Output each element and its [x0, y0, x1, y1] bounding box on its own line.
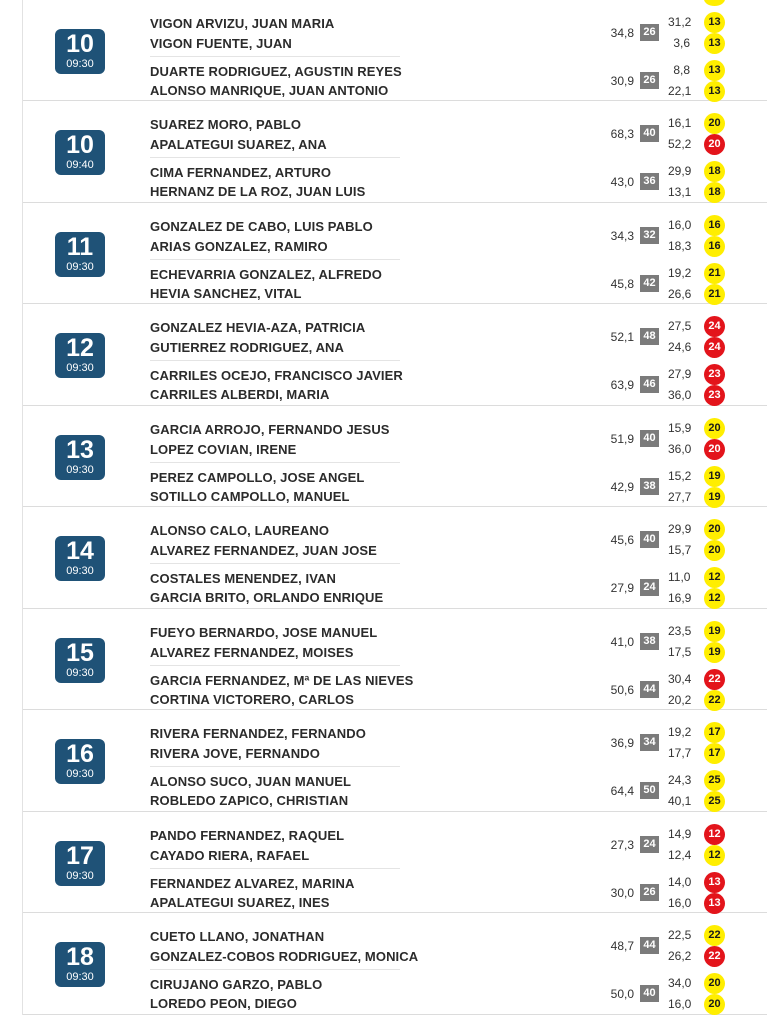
team-block	[150, 562, 400, 611]
handicap-badge: 25	[704, 791, 725, 812]
team-handicap-box: 38	[640, 633, 659, 650]
handicap-badge: 20	[704, 439, 725, 460]
team-score: 45,6	[610, 533, 634, 547]
tee-time-row[interactable]	[23, 609, 767, 711]
team-score: 52,1	[610, 330, 634, 344]
player-name[interactable]: ECHEVARRIA GONZALEZ, ALFREDO	[150, 266, 382, 282]
player-name[interactable]: GARCIA ARROJO, FERNANDO JESUS	[150, 421, 390, 437]
player-name[interactable]: SUAREZ MORO, PABLO	[150, 117, 302, 132]
team-score: 50,6	[610, 682, 634, 697]
handicap-badge: 23	[704, 364, 725, 385]
tee-time: 09:30	[66, 362, 94, 374]
hole-number: 12	[66, 334, 94, 362]
tee-time: 09:30	[66, 768, 94, 780]
player-name[interactable]: GONZALEZ-COBOS RODRIGUEZ, MONICA	[150, 949, 419, 964]
player-name[interactable]: PANDO FERNANDEZ, RAQUEL	[150, 827, 345, 843]
team-handicap-box: 50	[640, 782, 659, 799]
team-block	[150, 210, 400, 260]
team-block	[150, 819, 400, 869]
team-score: 64,4	[610, 784, 634, 798]
tee-time: 09:30	[66, 971, 94, 983]
team-score: 42,9	[610, 479, 634, 494]
player-score: 27,7	[668, 489, 692, 504]
team-block	[150, 108, 400, 158]
team-handicap-box: 24	[640, 579, 659, 596]
player-score: 31,2	[668, 14, 692, 29]
team-handicap-box: 44	[640, 681, 659, 698]
player-name[interactable]: CARRILES ALBERDI, MARIA	[150, 387, 330, 402]
player-name[interactable]: ARIAS GONZALEZ, RAMIRO	[150, 238, 328, 254]
handicap-badge: 12	[704, 824, 725, 845]
player-name[interactable]: CIRUJANO GARZO, PABLO	[150, 977, 323, 992]
player-score: 15,9	[668, 420, 692, 435]
player-score: 36,0	[668, 441, 692, 456]
hole-number: 14	[66, 537, 94, 565]
handicap-badge: 20	[704, 113, 725, 134]
tee-time-row[interactable]	[23, 812, 767, 914]
player-score: 16,0	[668, 217, 692, 232]
team-block	[150, 55, 400, 104]
player-score: 17,5	[668, 644, 692, 659]
player-name[interactable]: DUARTE RODRIGUEZ, AGUSTIN REYES	[150, 63, 402, 79]
handicap-badge: 22	[704, 690, 725, 711]
tee-time: 09:30	[66, 565, 94, 577]
team-score: 50,0	[610, 987, 634, 1001]
team-block	[150, 867, 400, 916]
team-score: 63,9	[610, 378, 634, 392]
player-score: 16,0	[668, 895, 692, 910]
tee-time: 09:40	[66, 159, 94, 171]
team-score: 27,3	[610, 837, 634, 852]
tee-time-row[interactable]	[23, 710, 767, 812]
player-score: 24,3	[668, 773, 692, 787]
hole-number: 10	[66, 131, 94, 159]
player-score: 11,0	[668, 570, 691, 584]
hole-badge	[55, 130, 105, 175]
player-score: 16,1	[668, 116, 692, 130]
team-handicap-box: 40	[640, 430, 659, 447]
team-score: 41,0	[610, 634, 634, 649]
team-handicap-box: 38	[640, 478, 659, 495]
player-name[interactable]: FUEYO BERNARDO, JOSE MANUEL	[150, 624, 378, 640]
player-score: 36,0	[668, 388, 692, 402]
player-name[interactable]: LOPEZ COVIAN, IRENE	[150, 441, 297, 457]
team-handicap-box: 36	[640, 173, 659, 190]
player-name[interactable]: ALONSO MANRIQUE, JUAN ANTONIO	[150, 82, 389, 98]
team-handicap-box: 34	[640, 734, 659, 751]
player-name[interactable]: RIVERA FERNANDEZ, FERNANDO	[150, 726, 366, 741]
handicap-badge: 20	[704, 994, 725, 1015]
player-name[interactable]: LOREDO PEON, DIEGO	[150, 996, 297, 1011]
player-name[interactable]: VIGON FUENTE, JUAN	[150, 35, 292, 51]
player-name[interactable]: HEVIA SANCHEZ, VITAL	[150, 285, 302, 301]
team-score: 30,9	[610, 73, 634, 88]
team-block	[150, 664, 414, 713]
handicap-badge: 19	[704, 642, 725, 663]
player-name[interactable]: CIMA FERNANDEZ, ARTURO	[150, 165, 332, 180]
player-name[interactable]: ALONSO SUCO, JUAN MANUEL	[150, 774, 352, 789]
player-score: 40,1	[668, 794, 692, 808]
handicap-badge: 20	[704, 519, 725, 540]
player-score: 30,4	[668, 671, 692, 686]
tee-time-row[interactable]	[23, 203, 767, 305]
player-name[interactable]: HERNANZ DE LA ROZ, JUAN LUIS	[150, 184, 366, 199]
handicap-badge: 12	[704, 567, 725, 588]
hole-badge	[55, 232, 105, 277]
team-block	[150, 156, 400, 205]
team-block	[150, 968, 400, 1017]
handicap-badge: 24	[704, 316, 725, 337]
team-score: 36,9	[610, 736, 634, 750]
player-name[interactable]: GARCIA BRITO, ORLANDO ENRIQUE	[150, 590, 384, 605]
player-score: 52,2	[668, 137, 692, 151]
player-score: 27,5	[668, 319, 692, 333]
handicap-badge: 16	[704, 236, 725, 257]
handicap-badge: 25	[704, 770, 725, 791]
hole-number: 17	[66, 841, 94, 870]
player-score: 29,9	[668, 522, 692, 536]
handicap-badge: 22	[704, 669, 725, 690]
player-score: 18,3	[668, 238, 692, 253]
player-name[interactable]: COSTALES MENENDEZ, IVAN	[150, 571, 336, 586]
hole-number: 10	[66, 29, 94, 58]
hole-number: 16	[66, 740, 94, 768]
team-block	[150, 616, 400, 666]
tee-times-list	[22, 0, 767, 1015]
handicap-badge: 18	[704, 161, 725, 182]
player-score: 26,2	[668, 949, 692, 963]
player-name[interactable]: PEREZ CAMPOLLO, JOSE ANGEL	[150, 469, 365, 485]
team-block	[150, 413, 400, 463]
team-handicap-box: 26	[640, 72, 659, 89]
player-score: 15,2	[668, 468, 692, 483]
player-name[interactable]: VIGON ARVIZU, JUAN MARIA	[150, 15, 335, 31]
team-score: 45,8	[610, 276, 634, 291]
team-handicap-box: 44	[640, 937, 659, 954]
handicap-badge: 20	[704, 540, 725, 561]
player-score: 14,0	[668, 874, 692, 889]
tee-time: 09:30	[66, 869, 94, 882]
hole-number: 11	[66, 232, 94, 261]
tee-time: 09:30	[66, 260, 94, 273]
handicap-badge: 17	[704, 743, 725, 764]
player-name[interactable]: ALONSO CALO, LAUREANO	[150, 523, 330, 538]
player-score: 13,1	[668, 185, 692, 199]
player-score: 19,2	[668, 265, 692, 280]
player-score: 27,9	[668, 367, 692, 381]
handicap-badge: 20	[704, 134, 725, 155]
team-block	[150, 920, 419, 970]
player-name[interactable]: GONZALEZ HEVIA-AZA, PATRICIA	[150, 320, 366, 335]
hole-badge	[55, 739, 105, 784]
player-name[interactable]: CUETO LLANO, JONATHAN	[150, 929, 325, 944]
player-score: 34,0	[668, 976, 692, 990]
player-score: 8,8	[673, 62, 690, 77]
team-handicap-box: 46	[640, 376, 659, 393]
handicap-badge: 21	[704, 284, 725, 305]
player-name[interactable]: ALVAREZ FERNANDEZ, JUAN JOSE	[150, 543, 377, 558]
team-score: 34,3	[610, 228, 634, 243]
player-score: 17,7	[668, 746, 692, 760]
player-score: 22,5	[668, 928, 692, 942]
team-block	[150, 461, 400, 510]
team-handicap-box: 42	[640, 275, 659, 292]
handicap-badge: 20	[704, 973, 725, 994]
team-block	[150, 311, 400, 361]
team-score: 27,9	[610, 581, 634, 595]
hole-number: 15	[66, 638, 94, 667]
player-name[interactable]: APALATEGUI SUAREZ, ANA	[150, 137, 327, 152]
tee-time: 09:30	[66, 666, 94, 679]
player-score: 3,6	[673, 35, 690, 50]
team-handicap-box: 26	[640, 24, 659, 41]
handicap-badge: 13	[704, 33, 725, 54]
handicap-badge: 13	[704, 12, 725, 33]
tee-time-row[interactable]	[23, 0, 767, 101]
handicap-badge: 13	[704, 872, 725, 893]
handicap-badge: 16	[704, 215, 725, 236]
player-score: 15,7	[668, 543, 692, 557]
player-name[interactable]: RIVERA JOVE, FERNANDO	[150, 746, 320, 761]
team-block	[150, 359, 403, 408]
player-score: 12,4	[668, 847, 692, 862]
player-name[interactable]: ALVAREZ FERNANDEZ, MOISES	[150, 644, 354, 660]
player-name[interactable]: CARRILES OCEJO, FRANCISCO JAVIER	[150, 368, 403, 383]
team-handicap-box: 40	[640, 125, 659, 142]
handicap-badge: 13	[704, 60, 725, 81]
handicap-badge: 17	[704, 722, 725, 743]
player-score: 14,9	[668, 826, 692, 841]
handicap-badge: 18	[704, 182, 725, 203]
team-handicap-box: 32	[640, 227, 659, 244]
player-name[interactable]: CAYADO RIERA, RAFAEL	[150, 847, 310, 863]
hole-number: 18	[66, 943, 94, 971]
player-name[interactable]: GUTIERREZ RODRIGUEZ, ANA	[150, 340, 345, 355]
hole-badge	[55, 435, 105, 480]
handicap-badge: 12	[704, 845, 725, 866]
handicap-badge: 20	[704, 418, 725, 439]
player-name[interactable]: APALATEGUI SUAREZ, INES	[150, 894, 330, 910]
hole-badge	[55, 942, 105, 987]
team-handicap-box: 26	[640, 884, 659, 901]
team-block	[150, 514, 400, 564]
player-score: 16,0	[668, 997, 692, 1011]
team-score: 68,3	[610, 127, 634, 141]
hole-badge	[55, 638, 105, 683]
tee-time-row[interactable]	[23, 304, 767, 406]
team-handicap-box: 40	[640, 531, 659, 548]
player-score: 23,5	[668, 623, 692, 638]
handicap-badge: 21	[704, 263, 725, 284]
handicap-badge: 19	[704, 487, 725, 508]
hole-badge	[55, 536, 105, 581]
tee-time-row[interactable]	[23, 507, 767, 609]
team-score: 34,8	[610, 25, 634, 40]
team-block	[150, 7, 400, 57]
hole-badge	[55, 333, 105, 378]
team-block	[150, 765, 400, 814]
tee-time-row[interactable]	[23, 406, 767, 508]
handicap-badge: 19	[704, 466, 725, 487]
player-score: 29,9	[668, 164, 692, 178]
team-block	[150, 717, 400, 767]
tee-time: 09:30	[66, 57, 94, 70]
player-score: 19,2	[668, 725, 692, 739]
team-score: 48,7	[610, 939, 634, 953]
player-name[interactable]: FERNANDEZ ALVAREZ, MARINA	[150, 875, 355, 891]
team-score: 43,0	[610, 175, 634, 189]
player-score: 22,1	[668, 83, 692, 98]
player-score: 20,2	[668, 692, 692, 707]
tee-time-row[interactable]	[23, 913, 767, 1015]
player-name[interactable]: SOTILLO CAMPOLLO, MANUEL	[150, 488, 350, 504]
handicap-badge: 13	[704, 893, 725, 914]
team-block	[150, 258, 400, 307]
team-handicap-box: 48	[640, 328, 659, 345]
hole-badge	[55, 29, 105, 74]
player-name[interactable]: ROBLEDO ZAPICO, CHRISTIAN	[150, 793, 349, 808]
handicap-badge: 22	[704, 946, 725, 967]
handicap-badge: 12	[704, 588, 725, 609]
tee-time: 09:30	[66, 463, 94, 476]
hole-badge	[55, 841, 105, 886]
handicap-badge: 13	[704, 81, 725, 102]
team-handicap-box: 24	[640, 836, 659, 853]
player-score: 24,6	[668, 340, 692, 354]
handicap-badge: 22	[704, 925, 725, 946]
handicap-badge: 23	[704, 385, 725, 406]
hole-number: 13	[66, 435, 94, 464]
team-score: 30,0	[610, 885, 634, 900]
player-name[interactable]: GARCIA FERNANDEZ, Mª DE LAS NIEVES	[150, 672, 414, 688]
player-score: 26,6	[668, 286, 692, 301]
tee-time-row[interactable]	[23, 101, 767, 203]
player-score: 16,9	[668, 591, 692, 605]
player-name[interactable]: GONZALEZ DE CABO, LUIS PABLO	[150, 218, 373, 234]
player-name[interactable]: CORTINA VICTORERO, CARLOS	[150, 691, 355, 707]
team-score: 51,9	[610, 431, 634, 446]
team-handicap-box: 40	[640, 985, 659, 1002]
handicap-badge: 24	[704, 337, 725, 358]
handicap-badge: 19	[704, 621, 725, 642]
